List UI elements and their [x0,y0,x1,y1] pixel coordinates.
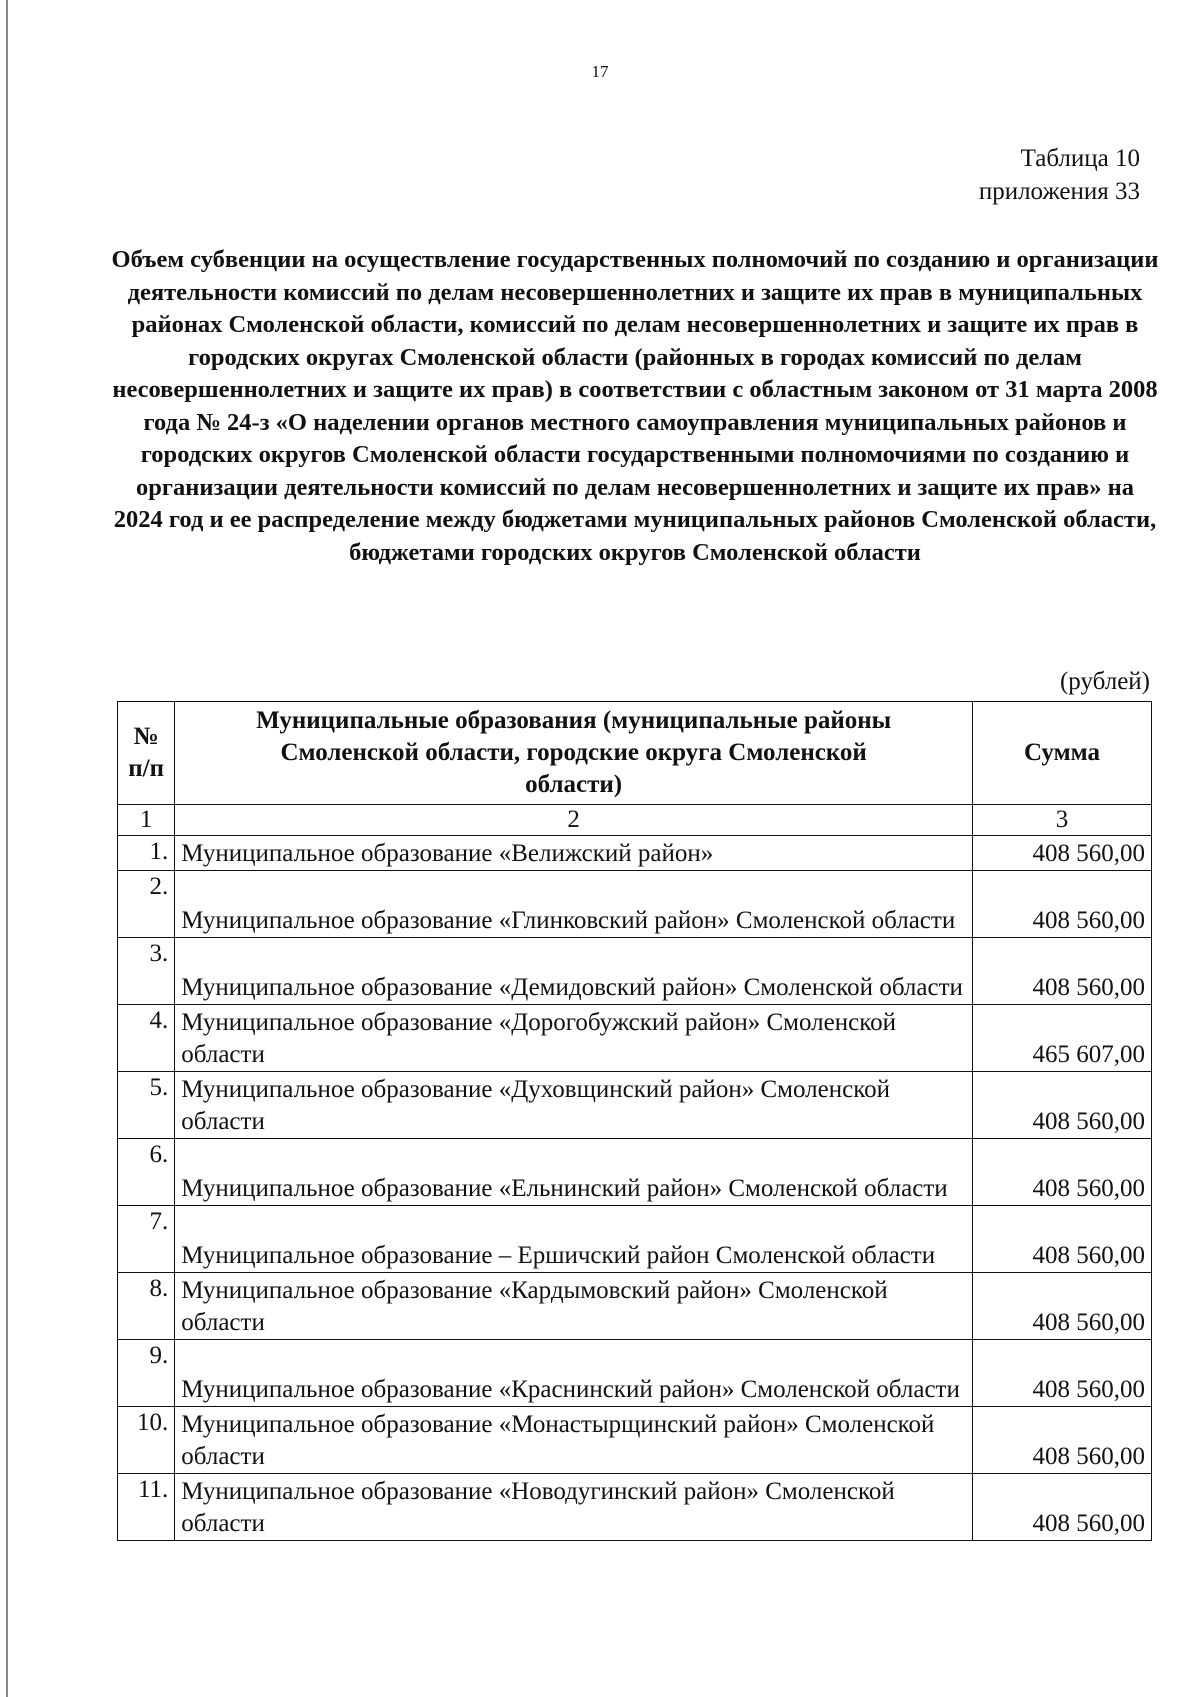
row-number: 6. [118,1139,175,1206]
table-row [118,1005,1152,1072]
row-name: Муниципальное образование «Велижский район» [175,836,973,871]
header-num: № п/п [118,702,175,805]
row-sum: 408 560,00 [973,1474,1152,1541]
table-header-row [118,702,1152,805]
header-name: Муниципальные образования (муниципальные районы Смоленской области, городские округа Смоленской области) [175,702,973,805]
row-number: 11. [118,1474,175,1541]
table-row [118,1407,1152,1474]
table-row [118,1273,1152,1340]
row-name: Муниципальное образование «Краснинский район» Смоленской области [175,1340,973,1407]
row-number: 8. [118,1273,175,1340]
table-reference-line2: приложения 33 [978,178,1140,205]
row-sum: 408 560,00 [973,836,1152,871]
header-sum: Сумма [973,702,1152,805]
row-sum: 408 560,00 [973,1072,1152,1139]
row-name: Муниципальное образование «Духовщинский район» Смоленской области [175,1072,973,1139]
scan-edge-line [6,0,8,1697]
row-sum: 408 560,00 [973,1273,1152,1340]
row-name: Муниципальное образование «Демидовский район» Смоленской области [175,938,973,1005]
table-row [118,871,1152,938]
table-row [118,836,1152,871]
table-row [118,938,1152,1005]
row-number: 9. [118,1340,175,1407]
row-name: Муниципальное образование «Ельнинский район» Смоленской области [175,1139,973,1206]
table-row [118,1340,1152,1407]
row-sum: 408 560,00 [973,1340,1152,1407]
column-number: 2 [175,805,973,836]
table-reference [979,142,1140,208]
row-number: 2. [118,871,175,938]
row-sum: 408 560,00 [973,1407,1152,1474]
document-title: Объем субвенции на осуществление государственных полномочий по созданию и организации деятельности комиссий по делам несовершеннолетних и защите их прав в муниципальных районах Смоленской области, комиссий по делам несовершеннолетних и защите их прав в городских округах Смоленской области (районных в городах комиссий по делам несовершеннолетних и защите их прав) в соответствии с областным законом от 31 марта 2008 года № 24-з «О наделении органов местного самоуправления муниципальных районов и городских округов Смоленской области государственными полномочиями по созданию и организации деятельности комиссий по делам несовершеннолетних и защите их прав» на 2024 год и ее распределение между бюджетами муниципальных районов Смоленской области, бюджетами городских округов Смоленской области [111,246,1159,566]
row-number: 5. [118,1072,175,1139]
column-numbers-row [118,805,1152,836]
row-number: 10. [118,1407,175,1474]
table-row [118,1139,1152,1206]
row-number: 7. [118,1206,175,1273]
row-name: Муниципальное образование «Дорогобужский район» Смоленской области [175,1005,973,1072]
row-name: Муниципальное образование «Глинковский район» Смоленской области [175,871,973,938]
row-number: 4. [118,1005,175,1072]
table-row [118,1206,1152,1273]
column-number: 3 [973,805,1152,836]
row-sum: 465 607,00 [973,1005,1152,1072]
units-label: (рублей) [1059,668,1150,695]
row-name: Муниципальное образование «Кардымовский район» Смоленской области [175,1273,973,1340]
row-sum: 408 560,00 [973,1139,1152,1206]
subvention-table [117,701,1152,1541]
row-sum: 408 560,00 [973,1206,1152,1273]
page-number: 17 [591,62,609,81]
table-reference-line1: Таблица 10 [1020,145,1140,172]
row-number: 3. [118,938,175,1005]
table-row [118,1474,1152,1541]
row-sum: 408 560,00 [973,938,1152,1005]
row-sum: 408 560,00 [973,871,1152,938]
column-number: 1 [118,805,175,836]
row-name: Муниципальное образование «Новодугинский район» Смоленской области [175,1474,973,1541]
table-row [118,1072,1152,1139]
row-number: 1. [118,836,175,871]
row-name: Муниципальное образование «Монастырщинский район» Смоленской области [175,1407,973,1474]
row-name: Муниципальное образование – Ершичский район Смоленской области [175,1206,973,1273]
